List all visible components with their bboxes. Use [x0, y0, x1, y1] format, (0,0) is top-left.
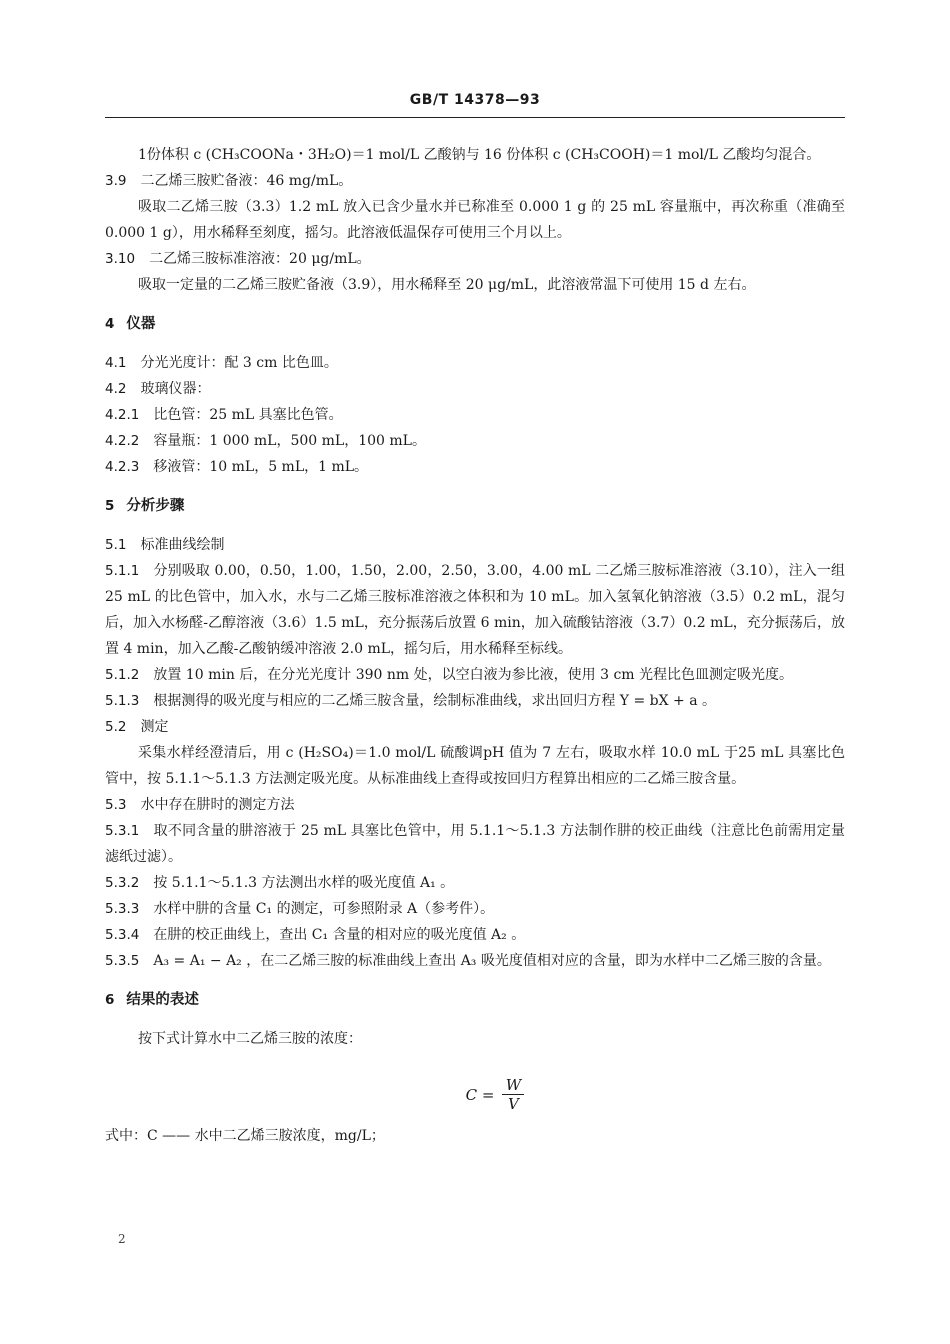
concentration-formula: [145, 1076, 845, 1113]
section-title: 结果的表述: [126, 992, 199, 1008]
section-number: 5: [105, 498, 115, 514]
clause-number: 3.10: [105, 251, 136, 267]
clause-5-3-1: [105, 818, 845, 870]
clause-5-1-1: [105, 558, 845, 662]
clause-3-10: [105, 246, 845, 272]
clause-number: 4.2.1: [105, 407, 140, 423]
clause-text: 根据测得的吸光度与相应的二乙烯三胺含量，绘制标准曲线，求出回归方程 Y = bX + a 。: [153, 693, 717, 709]
section-title: 仪器: [126, 316, 156, 332]
clause-text: A₃ = A₁ − A₂ ，在二乙烯三胺的标准曲线上查出 A₃ 吸光度值相对应的含量，即为水样中二乙烯三胺的含量。: [153, 953, 831, 969]
clause-5-3-2: [105, 870, 845, 896]
section-heading-4: [105, 311, 845, 337]
clause-text: 比色管：25 mL 具塞比色管。: [153, 407, 343, 423]
clause-number: 5.3: [105, 797, 127, 813]
clause-5-2: [105, 714, 845, 740]
header-divider: [105, 117, 845, 118]
page-number: 2: [118, 1232, 126, 1246]
clause-5-3-4: [105, 922, 845, 948]
clause-text: 在肼的校正曲线上，查出 C₁ 含量的相对应的吸光度值 A₂ 。: [153, 927, 526, 943]
clause-4-2-3: [105, 454, 845, 480]
document-body: [105, 142, 845, 1149]
clause-number: 4.2: [105, 381, 127, 397]
clause-text: 分光光度计：配 3 cm 比色皿。: [140, 355, 338, 371]
section-heading-6: [105, 987, 845, 1013]
clause-text: 标准曲线绘制: [140, 537, 225, 553]
clause-4-1: [105, 350, 845, 376]
clause-text: 放置 10 min 后，在分光光度计 390 nm 处，以空白液为参比液，使用 3 cm 光程比色皿测定吸光度。: [153, 667, 794, 683]
section-number: 6: [105, 992, 115, 1008]
clause-number: 5.3.5: [105, 953, 140, 969]
clause-number: 5.1.3: [105, 693, 140, 709]
clause-number: 5.3.4: [105, 927, 140, 943]
clause-text: 玻璃仪器：: [140, 381, 211, 397]
clause-text: 水中存在肼时的测定方法: [140, 797, 295, 813]
clause-3-9: [105, 168, 845, 194]
clause-number: 5.1.1: [105, 563, 140, 579]
section-heading-5: [105, 493, 845, 519]
section-number: 4: [105, 316, 115, 332]
formula-denominator: V: [507, 1095, 519, 1113]
clause-number: 3.9: [105, 173, 127, 189]
formula-fraction: [502, 1076, 524, 1113]
clause-text: 容量瓶：1 000 mL，500 mL，100 mL。: [153, 433, 426, 449]
clause-text: 按 5.1.1～5.1.3 方法测出水样的吸光度值 A₁ 。: [153, 875, 455, 891]
clause-text: 测定: [140, 719, 169, 735]
clause-number: 5.2: [105, 719, 127, 735]
clause-number: 4.2.2: [105, 433, 140, 449]
clause-text: 移液管：10 mL，5 mL，1 mL。: [153, 459, 369, 475]
paragraph: 按下式计算水中二乙烯三胺的浓度：: [138, 1031, 362, 1047]
clause-number: 5.1: [105, 537, 127, 553]
clause-text: 二乙烯三胺标准溶液：20 μg/mL。: [149, 251, 371, 267]
formula-lhs: C =: [465, 1085, 495, 1104]
clause-number: 5.3.1: [105, 823, 140, 839]
clause-text: 水样中肼的含量 C₁ 的测定，可参照附录 A（参考件）。: [153, 901, 495, 917]
clause-number: 4.1: [105, 355, 127, 371]
paragraph: 1份体积 c (CH₃COONa・3H₂O)＝1 mol/L 乙酸钠与 16 份体积 c (CH₃COOH)＝1 mol/L 乙酸均匀混合。: [138, 147, 821, 163]
clause-4-2-1: [105, 402, 845, 428]
clause-text: 取不同含量的肼溶液于 25 mL 具塞比色管中，用 5.1.1～5.1.3 方法制作肼的校正曲线（注意比色前需用定量滤纸过滤）。: [105, 823, 845, 865]
clause-number: 5.1.2: [105, 667, 140, 683]
clause-4-2: [105, 376, 845, 402]
clause-5-3-5: [105, 948, 845, 974]
clause-number: 4.2.3: [105, 459, 140, 475]
clause-text: 分别吸取 0.00，0.50，1.00，1.50，2.00，2.50，3.00，4.00 mL 二乙烯三胺标准溶液（3.10），注入一组 25 mL 的比色管中，加入水，水与二乙烯三胺标准溶液之体积和为 10 mL。加入氢氧化钠溶液（3.5）0.2 mL，混匀后，加入水杨醛-乙醇溶液（3.6）1.5 mL，充分振荡后放置 6 min，加入硫酸钴溶液（3.7）0.2 mL，充分振荡后，放置 4 min，加入乙酸-乙酸钠缓冲溶液 2.0 mL，摇匀后，用水稀释至标线。: [105, 563, 845, 657]
section-title: 分析步骤: [126, 498, 185, 514]
where-clause: 式中：C —— 水中二乙烯三胺浓度，mg/L；: [105, 1128, 385, 1144]
formula-numerator: W: [505, 1076, 522, 1094]
standard-code-header: GB/T 14378—93: [409, 92, 541, 108]
paragraph: 吸取二乙烯三胺（3.3）1.2 mL 放入已含少量水并已称准至 0.000 1 g 的 25 mL 容量瓶中，再次称重（准确至 0.000 1 g），用水稀释至刻度，摇匀。此溶液低温保存可使用三个月以上。: [105, 199, 845, 241]
clause-5-1-3: [105, 688, 845, 714]
clause-5-3-3: [105, 896, 845, 922]
clause-5-1: [105, 532, 845, 558]
clause-5-3: [105, 792, 845, 818]
paragraph: 吸取一定量的二乙烯三胺贮备液（3.9），用水稀释至 20 μg/mL，此溶液常温下可使用 15 d 左右。: [138, 277, 756, 293]
clause-number: 5.3.3: [105, 901, 140, 917]
clause-4-2-2: [105, 428, 845, 454]
clause-5-1-2: [105, 662, 845, 688]
clause-text: 二乙烯三胺贮备液：46 mg/mL。: [140, 173, 353, 189]
clause-number: 5.3.2: [105, 875, 140, 891]
paragraph: 采集水样经澄清后，用 c (H₂SO₄)＝1.0 mol/L 硫酸调pH 值为 7 左右，吸取水样 10.0 mL 于25 mL 具塞比色管中，按 5.1.1～5.1.3 方法测定吸光度。从标准曲线上查得或按回归方程算出相应的二乙烯三胺含量。: [105, 745, 845, 787]
